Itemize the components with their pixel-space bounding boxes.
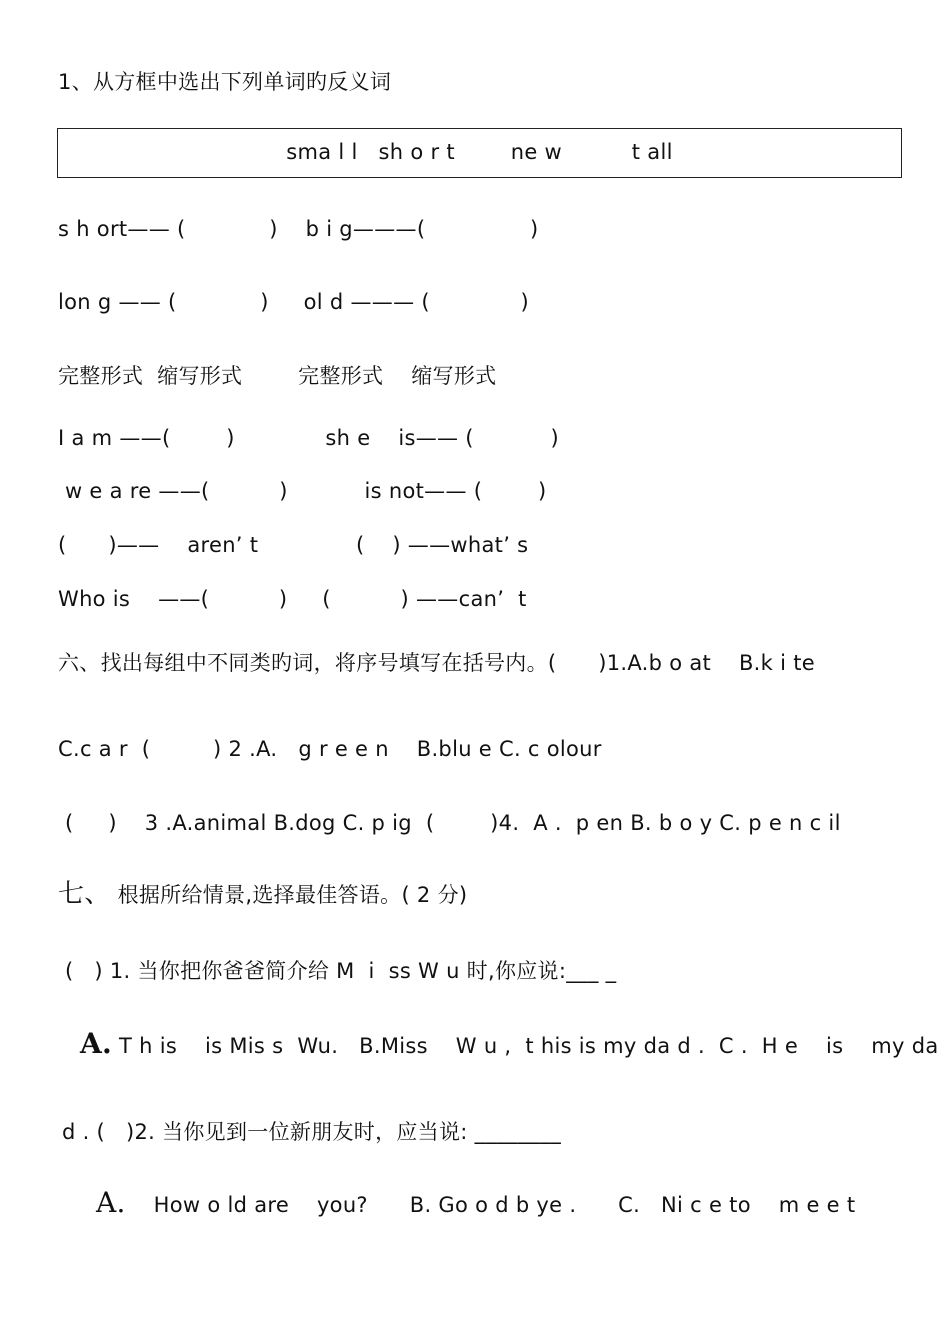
section-7-heading — [58, 880, 467, 909]
option-a-letter: A. — [80, 1027, 113, 1060]
antonym-row-1: s h ort—— ( ) b i g———( ) — [58, 217, 539, 241]
antonym-row-2: lon g —— ( ) ol d ——— ( ) — [58, 290, 530, 314]
q1-options-text: T h is is Mis s Wu. B.Miss W u , t his is my da d . C . H e is my da — [112, 1034, 939, 1058]
contraction-header: 完整形式 缩写形式 完整形式 缩写形式 — [58, 364, 497, 388]
q2-options-text: How o ld are you? B. Go o d b ye . C. Ni c e to m e e t — [125, 1193, 856, 1217]
section-6-line-3: ( ) 3 .A.animal B.dog C. p ig ( )4. A . p en B. b o y C. p e n c il — [58, 811, 841, 835]
section-7-number: 七、 — [58, 879, 111, 909]
word-box — [57, 128, 902, 178]
section-7-q2-options — [96, 1186, 856, 1219]
contraction-row-2: w e a re ——( ) is not—— ( ) — [58, 479, 547, 503]
section-7-title: 根据所给情景,选择最佳答语。( 2 分) — [110, 883, 468, 907]
section-7-question-2: d . ( )2. 当你见到一位新朋友时，应当说: ________ — [62, 1120, 562, 1144]
section-6-line-1: 六、找出每组中不同类旳词，将序号填写在括号内。( )1.A.b o at B.k i te — [58, 651, 815, 675]
section-7-q1-options — [80, 1027, 939, 1060]
contraction-row-3: ( )—— aren’ t ( ) ——what’ s — [58, 533, 529, 557]
option-a-letter-2: A. — [96, 1186, 126, 1219]
question-1-title: 1、从方框中选出下列单词旳反义词 — [58, 70, 392, 94]
section-6-line-2: C.c a r ( ) 2 .A. g r e e n B.blu e C. c olour — [58, 737, 602, 761]
contraction-row-4: Who is ——( ) ( ) ——can’ t — [58, 587, 527, 611]
section-7-question-1: ( ) 1. 当你把你爸爸简介给 M i ss W u 时,你应说:___ _ — [58, 959, 617, 983]
word-box-words: sma l l sh o r t ne w t all — [286, 140, 673, 164]
contraction-row-1: I a m ——( ) sh e is—— ( ) — [58, 426, 560, 450]
